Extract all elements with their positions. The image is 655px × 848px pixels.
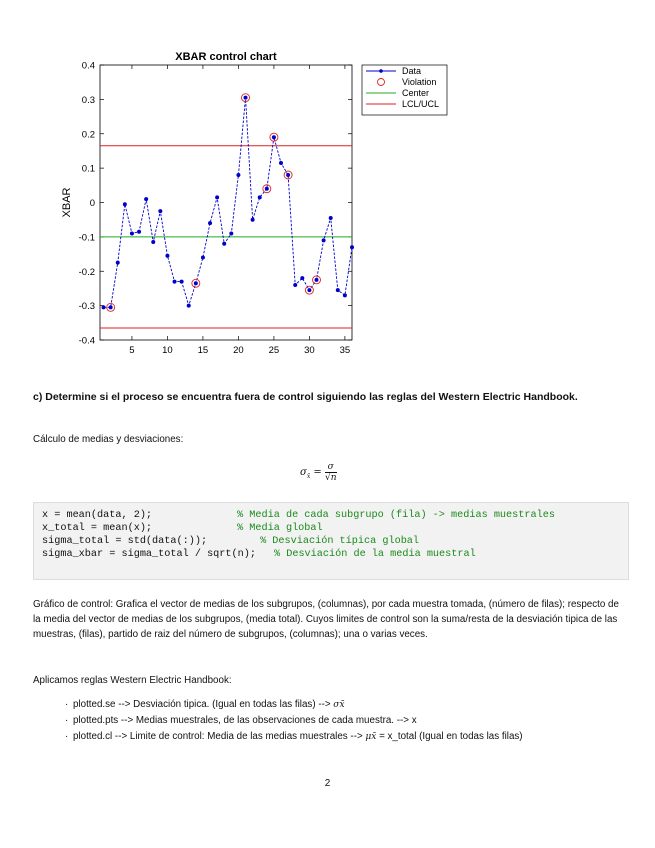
- formula-lhs-sub: x̄: [306, 473, 311, 480]
- y-tick-label: 0.1: [81, 163, 95, 175]
- x-tick-label: 35: [339, 345, 351, 356]
- data-point: [180, 280, 184, 284]
- data-point: [322, 238, 326, 242]
- data-point: [343, 293, 347, 297]
- code-comment: % Media global: [237, 523, 323, 534]
- data-point: [130, 231, 134, 235]
- formula-numerator: σ: [325, 462, 337, 473]
- y-axis-label: XBAR: [61, 187, 73, 218]
- code-text: x = mean(data, 2);: [42, 510, 153, 521]
- formula-lhs: σ: [300, 467, 307, 478]
- list-item-text: plotted.se --> Desviación tipica. (Igual en todas las filas) -->: [73, 699, 334, 710]
- plot-frame: [100, 65, 352, 340]
- y-tick-label: 0.4: [81, 60, 95, 72]
- data-point: [151, 240, 155, 244]
- data-point: [102, 305, 106, 309]
- sigma-formula: $\sigma_{x̄}$ = $\frac{\sigma}{√n}$: [300, 462, 337, 483]
- y-tick-label: -0.2: [78, 266, 95, 278]
- data-point: [300, 276, 304, 280]
- data-point: [222, 242, 226, 246]
- list-item: · plotted.se --> Desviación tipica. (Igual en todas las filas) --> σx̄: [65, 699, 345, 710]
- legend-label: Data: [402, 66, 422, 76]
- data-point: [229, 231, 233, 235]
- data-point: [336, 288, 340, 292]
- data-point: [123, 202, 127, 206]
- list-item-text: plotted.pts --> Medias muestrales, de las observaciones de cada muestra. --> x: [73, 715, 417, 726]
- data-point: [236, 173, 240, 177]
- data-point: [158, 209, 162, 213]
- data-point: [350, 245, 354, 249]
- data-point: [194, 281, 198, 285]
- y-tick-label: -0.4: [78, 335, 95, 347]
- legend-label: Center: [402, 88, 430, 98]
- apply-rules-line: Aplicamos reglas Western Electric Handbook:: [33, 675, 232, 686]
- data-point: [137, 230, 141, 234]
- data-point: [272, 135, 276, 139]
- list-item-text: plotted.cl --> Limite de control: Media de las medias muestrales -->: [73, 731, 366, 742]
- x-tick-label: 25: [268, 345, 280, 356]
- data-point: [187, 304, 191, 308]
- code-text: sigma_total = std(data(:));: [42, 536, 208, 547]
- data-point: [293, 283, 297, 287]
- data-point: [251, 218, 255, 222]
- list-item: · plotted.pts --> Medias muestrales, de las observaciones de cada muestra. --> x: [65, 715, 417, 726]
- data-point: [244, 96, 248, 100]
- data-point: [329, 216, 333, 220]
- data-point: [279, 161, 283, 165]
- code-comment: % Media de cada subgrupo (fila) -> medias muestrales: [237, 510, 555, 521]
- legend-label: LCL/UCL: [402, 99, 440, 109]
- data-point: [173, 280, 177, 284]
- x-tick-label: 5: [129, 345, 135, 356]
- list-item-tail: = x_total (Igual en todas las filas): [376, 731, 523, 742]
- data-point: [116, 261, 120, 265]
- data-point: [265, 187, 269, 191]
- data-point: [286, 173, 290, 177]
- code-comment: % Desviación típica global: [260, 536, 420, 547]
- code-block: [33, 502, 629, 580]
- x-tick-label: 15: [197, 345, 209, 356]
- x-tick-label: 30: [304, 345, 315, 356]
- data-point: [258, 195, 262, 199]
- y-tick-label: -0.3: [78, 301, 95, 313]
- data-point: [215, 195, 219, 199]
- description-paragraph: Gráfico de control: Grafica el vector de medias de los subgrupos, (columnas), por cada muestra tomada, (número de filas); respecto de la media del vector de medias de los subgrupos, (media total). Cuyos limites de control son la suma/resta de la desviación tipica de las muestras, (filas), partido de raiz del número de subgrupos, (columnas); una o varias veces.: [33, 599, 619, 640]
- list-item: · plotted.cl --> Limite de control: Media de las medias muestrales --> μx̄ = x_total (Igual en todas las filas): [65, 731, 523, 742]
- list-item-math: σx̄: [333, 700, 345, 710]
- legend-label: Violation: [402, 77, 437, 87]
- data-point: [201, 256, 205, 260]
- code-line: [42, 522, 620, 535]
- list-item-math: μx̄: [365, 732, 377, 742]
- code-line: [42, 548, 620, 561]
- code-line: [42, 509, 620, 522]
- code-text: sigma_xbar = sigma_total / sqrt(n);: [42, 549, 256, 560]
- x-tick-label: 20: [233, 345, 244, 356]
- data-point: [144, 197, 148, 201]
- y-tick-label: -0.1: [78, 232, 95, 244]
- code-line: [42, 535, 620, 548]
- intro-text: Cálculo de medias y desviaciones:: [33, 434, 184, 445]
- data-point: [208, 221, 212, 225]
- data-point: [307, 288, 311, 292]
- code-comment: % Desviación de la media muestral: [273, 549, 476, 560]
- chart-title: XBAR control chart: [175, 51, 277, 63]
- y-tick-label: 0.3: [81, 94, 95, 106]
- data-point: [315, 278, 319, 282]
- legend-data-marker: [379, 69, 383, 73]
- section-title: c) Determine si el proceso se encuentra fuera de control siguiendo las reglas del Western Electric Handbook.: [33, 391, 578, 403]
- data-point: [165, 254, 169, 258]
- data-point: [109, 305, 113, 309]
- y-tick-label: 0.2: [81, 129, 95, 141]
- xbar-control-chart: [0, 0, 655, 375]
- y-tick-label: 0: [89, 198, 95, 209]
- code-text: x_total = mean(x);: [42, 523, 153, 534]
- page-number: 2: [324, 778, 331, 789]
- formula-denominator: √n: [324, 473, 337, 483]
- x-tick-label: 10: [162, 345, 173, 356]
